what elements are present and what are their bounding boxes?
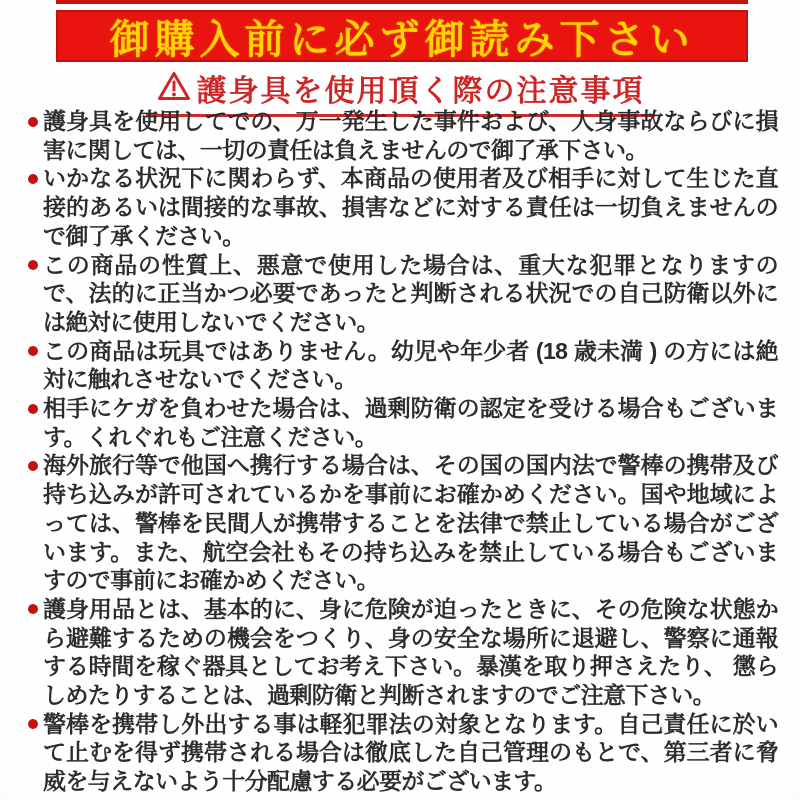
notice-item xyxy=(28,107,778,164)
notice-text: 護身用品とは、基本的に、身に危険が迫ったときに、その危険な状態から避難するための機会をつくり、身の安全な場所に退避し、警察に通報する時間を稼ぐ器具としてお考え下さい。暴漢を取り押さえたり、 懲らしめたりすることは、過剰防衛と判断されますのでご注意下さい。 xyxy=(43,595,778,709)
notice-item xyxy=(28,710,778,796)
banner-text: 御購入前に必ず御読み下さい xyxy=(109,17,695,62)
notice-item xyxy=(28,451,778,595)
bullet-icon xyxy=(28,604,38,614)
bullet-icon xyxy=(28,404,38,414)
notice-text: 警棒を携帯し外出する事は軽犯罪法の対象となります。自己責任に於いて止むを得ず携帯される場合は徹底した自己管理のもとで、第三者に脅威を与えないよう十分配慮する必要がございます。 xyxy=(43,710,778,795)
notice-list xyxy=(28,107,778,796)
notice-text: この商品は玩具ではありません。幼児や年少者 (18 歳未満 ) の方には絶対に触れさせないでください。 xyxy=(43,337,778,393)
notice-text: 相手にケガを負わせた場合は、過剰防衛の認定を受ける場合もございます。くれぐれもご注意ください。 xyxy=(43,395,778,450)
notice-item xyxy=(28,337,778,394)
notice-text: いかなる状況下に関わらず、本商品の使用者及び相手に対して生じた直接的あるいは間接的な事故、損害などに対する責任は一切負えませんので御了承ください。 xyxy=(43,165,778,249)
bullet-icon xyxy=(28,117,38,127)
bullet-icon xyxy=(28,719,38,729)
bullet-icon xyxy=(28,260,38,270)
bullet-icon xyxy=(28,461,38,471)
notice-item xyxy=(28,595,778,710)
notice-item xyxy=(28,251,778,337)
notice-text: この商品の性質上、悪意で使用した場合は、重大な犯罪となりますので、法的に正当かつ必要であったと判断される状況での自己防衛以外には絶対に使用しないでください。 xyxy=(43,251,778,335)
read-before-purchase-banner xyxy=(56,10,748,62)
notice-text: 護身具を使用してでの、万一発生した事件および、人身事故ならびに損害に関しては、一切の責任は負えませんので御了承下さい。 xyxy=(43,108,778,163)
notice-text: 海外旅行等で他国へ携行する場合は、その国の国内法で警棒の携帯及び持ち込みが許可されているかを事前にお確かめください。国や地域によっては、警棒を民間人が携帯することを法律で禁止している場合がございます。また、航空会社もその持ち込みを禁止している場合もございますので事前にお確かめください。 xyxy=(43,452,778,594)
bullet-icon xyxy=(28,174,38,184)
caution-heading-text: 護身具を使用頂く際の注意事項 xyxy=(196,75,645,108)
cropped-banner-edge xyxy=(56,0,748,4)
bullet-icon xyxy=(28,346,38,356)
notice-item xyxy=(28,394,778,451)
warning-triangle-icon xyxy=(156,70,192,107)
notice-item xyxy=(28,164,778,250)
